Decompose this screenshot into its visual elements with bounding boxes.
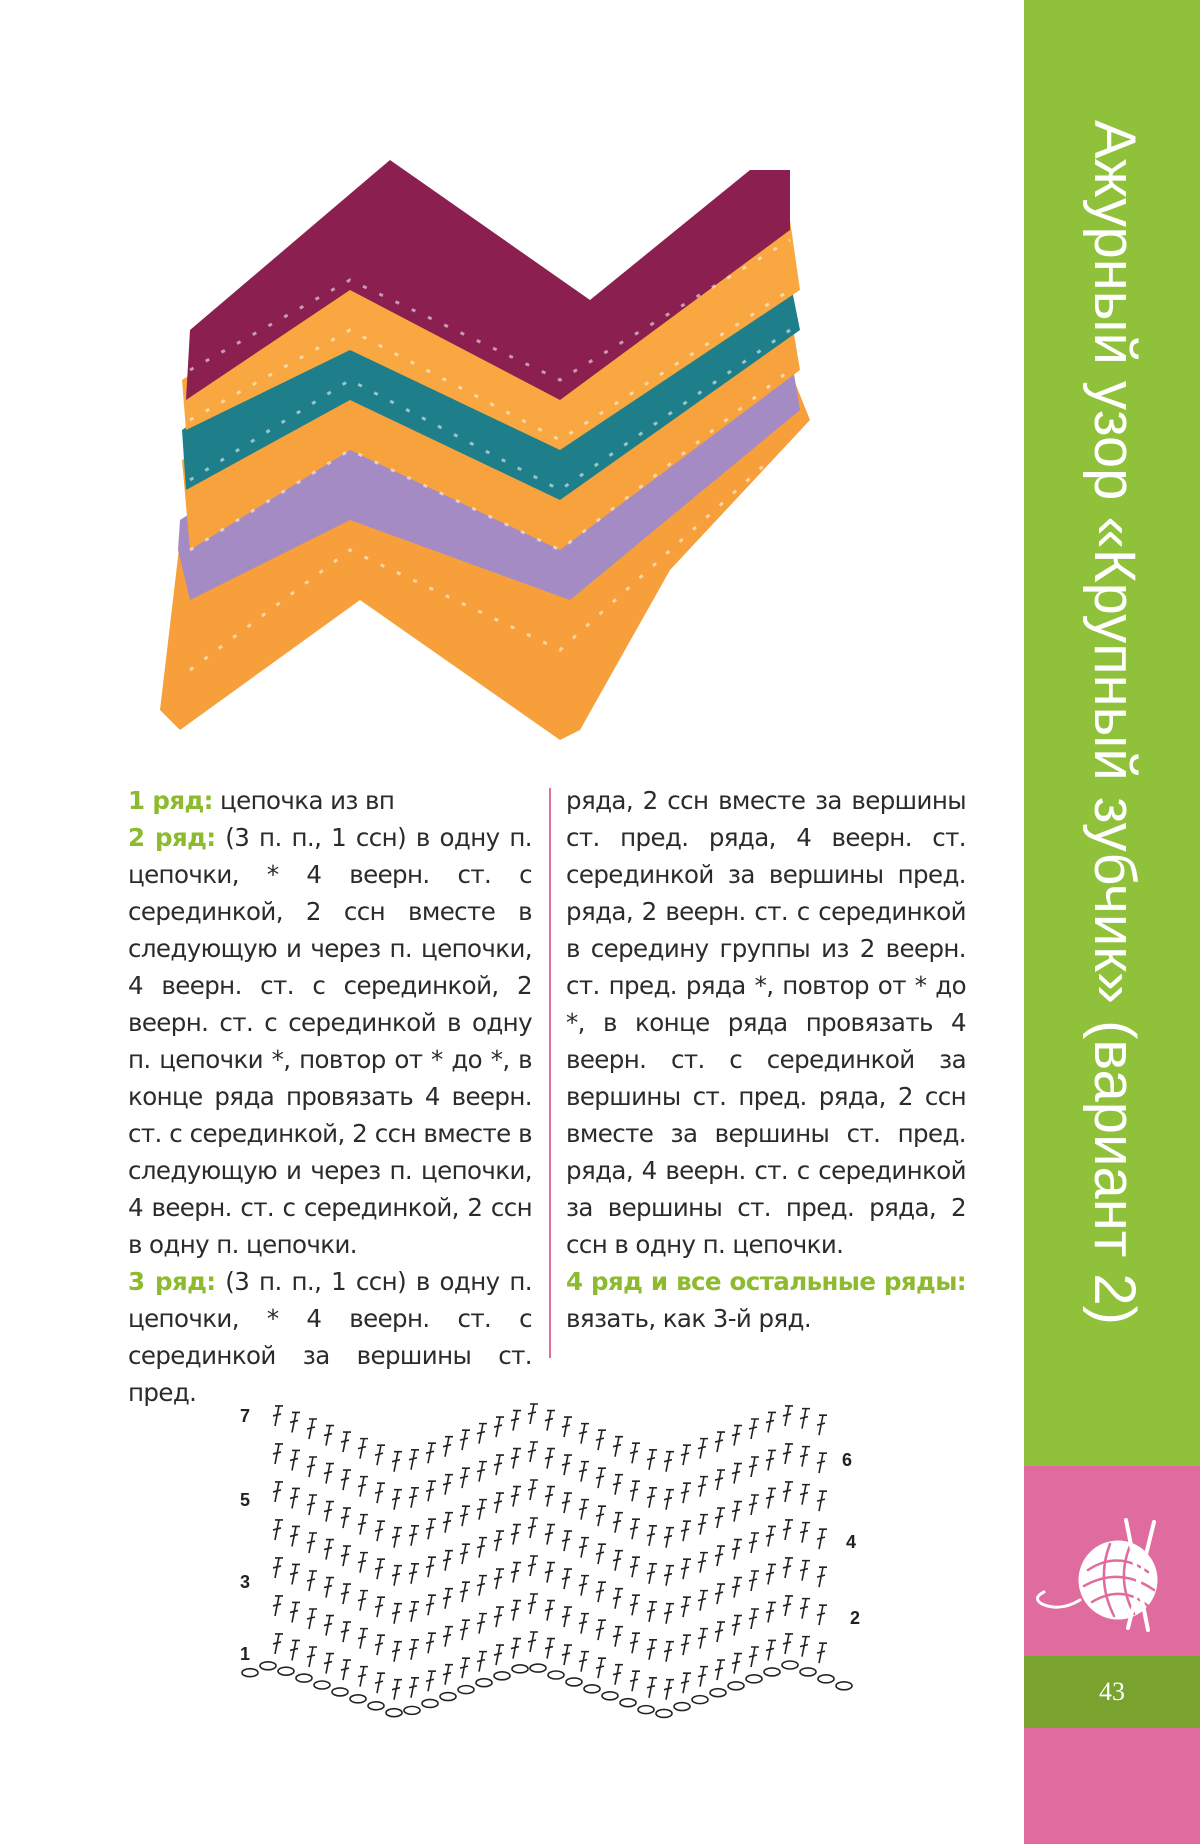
chart-stitch-symbol [630,1519,640,1539]
chart-stitch-symbol [715,1470,725,1490]
chart-stitch-symbol [664,1490,674,1510]
chart-stitch-symbol [749,1571,759,1591]
chart-stitch-symbol [375,1483,385,1503]
chart-stitch-symbol [681,1445,691,1465]
chart-stitch-symbol [426,1633,436,1653]
chart-stitch-symbol [630,1557,640,1577]
chart-stitch-symbol [715,1432,725,1452]
chart-chain-symbol [512,1665,528,1673]
chart-chain-symbol [242,1669,258,1677]
chart-stitch-symbol [307,1609,317,1629]
chart-stitch-symbol [460,1582,470,1602]
instructions-column-left [128,782,532,1411]
chart-stitch-symbol [596,1430,606,1450]
chart-chain-symbol [692,1696,708,1704]
chart-stitch-symbol [290,1640,300,1660]
chart-stitch-symbol [409,1602,419,1622]
row1-label: 1 ряд: [128,786,213,815]
chart-stitch-symbol [579,1500,589,1520]
chart-stitch-symbol [630,1595,640,1615]
chart-stitch-symbol [647,1450,657,1470]
chart-stitch-symbol [494,1645,504,1665]
chart-stitch-symbol [426,1595,436,1615]
chart-stitch-symbol [273,1406,283,1426]
chart-stitch-symbol [477,1424,487,1444]
chart-chain-symbol [818,1675,834,1683]
chart-stitch-symbol [698,1629,708,1649]
chart-chain-symbol [674,1703,690,1711]
chart-stitch-symbol [426,1519,436,1539]
chart-stitch-symbol [358,1667,368,1687]
chart-stitch-symbol [392,1680,402,1700]
row2-label: 2 ряд: [128,823,216,852]
chart-chain-symbol [278,1667,294,1675]
chart-stitch-symbol [698,1439,708,1459]
chart-stitch-symbol [732,1578,742,1598]
chart-stitch-symbol [528,1632,538,1652]
chart-stitch-symbol [341,1432,351,1452]
chart-stitch-symbol [596,1658,606,1678]
chart-stitch-symbol [324,1616,334,1636]
chart-stitch-symbol [800,1561,810,1581]
chart-stitch-symbol [460,1506,470,1526]
row2-text: (3 п. п., 1 ссн) в одну п. цепочки, * 4 веерн. ст. с серединкой, 2 ссн вместе в следующую и через п. цепочки, 4 веерн. ст. с серединкой, 2 веерн. ст. с серединкой в одну п. цепочки *, повтор от * до *, в конце ряда провязать 4 веерн. ст. с серединкой, 2 ссн вместе в следующую и через п. цепочки, 4 веерн. ст. с серединкой, 2 ссн в одну п. цепочки. [128,823,532,1259]
chart-stitch-symbol [409,1678,419,1698]
chart-chain-symbol [836,1682,852,1690]
chart-stitch-symbol [596,1544,606,1564]
chart-chain-symbol [314,1681,330,1689]
chart-stitch-symbol [817,1567,827,1587]
page-number: 43 [1099,1677,1125,1706]
chart-stitch-symbol [341,1622,351,1642]
chart-stitch-symbol [358,1439,368,1459]
chart-stitch-symbol [409,1526,419,1546]
chart-stitch-symbol [511,1525,521,1545]
chart-stitch-symbol [443,1589,453,1609]
chart-stitch-symbol [647,1678,657,1698]
chart-stitch-symbol [460,1620,470,1640]
chart-stitch-symbol [613,1665,623,1685]
chart-stitch-symbol [715,1546,725,1566]
yarn-ball-icon [1030,1500,1190,1640]
chart-stitch-symbol [562,1493,572,1513]
chart-stitch-symbol [800,1599,810,1619]
chart-stitch-symbol [426,1443,436,1463]
chart-stitch-symbol [392,1490,402,1510]
row-number-4: 4 [846,1532,857,1552]
chart-stitch-symbol [375,1673,385,1693]
chart-stitch-symbol [562,1569,572,1589]
chart-stitch-symbol [443,1475,453,1495]
chart-stitch-symbol [698,1477,708,1497]
chart-chain-symbol [728,1682,744,1690]
chart-stitch-symbol [647,1526,657,1546]
chart-stitch-symbol [664,1680,674,1700]
chart-stitch-symbol [443,1513,453,1533]
chart-chain-symbol [494,1672,510,1680]
row3-label: 3 ряд: [128,1267,216,1296]
chart-stitch-symbol [715,1660,725,1680]
chart-stitch-symbol [494,1607,504,1627]
chart-stitch-symbol [392,1604,402,1624]
chart-stitch-symbol [664,1452,674,1472]
chart-stitch-symbol [341,1470,351,1490]
chart-stitch-symbol [324,1464,334,1484]
row-number-6: 6 [842,1450,853,1470]
chart-stitch-symbol [545,1487,555,1507]
chart-stitch-symbol [443,1437,453,1457]
chart-stitch-symbol [562,1455,572,1475]
chart-stitch-symbol [477,1462,487,1482]
chart-chain-symbol [332,1688,348,1696]
chart-stitch-symbol [783,1520,793,1540]
chart-stitch-symbol [324,1502,334,1522]
chart-stitch-symbol [375,1635,385,1655]
chart-stitch-symbol [715,1508,725,1528]
chart-stitch-symbol [358,1591,368,1611]
row-number-7: 7 [240,1406,251,1426]
chart-stitch-symbol [800,1447,810,1467]
chart-stitch-symbol [681,1635,691,1655]
chart-stitch-symbol [681,1673,691,1693]
chart-stitch-symbol [630,1481,640,1501]
chart-stitch-symbol [324,1426,334,1446]
chart-stitch-symbol [307,1495,317,1515]
chart-stitch-symbol [392,1566,402,1586]
chart-stitch-symbol [664,1604,674,1624]
chart-stitch-symbol [783,1558,793,1578]
row-number-1: 1 [240,1644,251,1664]
chart-stitch-symbol [562,1645,572,1665]
chart-stitch-symbol [800,1637,810,1657]
chart-stitch-symbol [392,1642,402,1662]
chart-stitch-symbol [409,1564,419,1584]
chart-stitch-symbol [409,1450,419,1470]
chart-chain-symbol [296,1674,312,1682]
chart-stitch-symbol [494,1417,504,1437]
chart-stitch-symbol [528,1518,538,1538]
chart-stitch-symbol [749,1647,759,1667]
chart-stitch-symbol [613,1551,623,1571]
chart-stitch-symbol [341,1546,351,1566]
chart-stitch-symbol [477,1500,487,1520]
chart-stitch-symbol [273,1596,283,1616]
chart-stitch-symbol [749,1419,759,1439]
chart-stitch-symbol [715,1584,725,1604]
chart-stitch-symbol [307,1533,317,1553]
chart-stitch-symbol [528,1404,538,1424]
instructions-column-right [566,782,966,1337]
chart-stitch-symbol [511,1639,521,1659]
chart-stitch-symbol [749,1533,759,1553]
chart-stitch-symbol [800,1485,810,1505]
chart-stitch-symbol [443,1627,453,1647]
chart-chain-symbol [602,1692,618,1700]
chart-stitch-symbol [511,1563,521,1583]
chart-stitch-symbol [273,1482,283,1502]
chart-stitch-symbol [715,1622,725,1642]
row3-text: (3 п. п., 1 ссн) в одну п. цепочки, * 4 веерн. ст. с серединкой за вершины ст. пред. [128,1267,532,1407]
chart-stitch-symbol [358,1629,368,1649]
chart-chain-symbol [638,1706,654,1714]
chart-stitch-symbol [817,1453,827,1473]
chart-stitch-symbol [630,1633,640,1653]
chart-stitch-symbol [528,1594,538,1614]
chart-chain-symbol [386,1709,402,1717]
chart-stitch-symbol [409,1488,419,1508]
chart-stitch-symbol [783,1634,793,1654]
chart-chain-symbol [530,1664,546,1672]
chart-stitch-symbol [783,1596,793,1616]
chart-stitch-symbol [545,1449,555,1469]
knitted-swatch-photo [150,130,970,770]
chart-stitch-symbol [698,1591,708,1611]
chart-stitch-symbol [613,1513,623,1533]
chart-stitch-symbol [443,1665,453,1685]
chart-stitch-symbol [494,1493,504,1513]
chart-stitch-symbol [324,1578,334,1598]
chart-stitch-symbol [307,1457,317,1477]
chart-stitch-symbol [579,1424,589,1444]
chart-chain-symbol [350,1695,366,1703]
chart-stitch-symbol [579,1576,589,1596]
chart-stitch-symbol [817,1605,827,1625]
chart-stitch-symbol [579,1462,589,1482]
chart-stitch-symbol [324,1540,334,1560]
chart-stitch-symbol [375,1445,385,1465]
chart-stitch-symbol [817,1529,827,1549]
chart-stitch-symbol [511,1487,521,1507]
chart-stitch-symbol [732,1616,742,1636]
chart-stitch-symbol [681,1521,691,1541]
chart-stitch-symbol [732,1540,742,1560]
chart-stitch-symbol [800,1523,810,1543]
chart-chain-symbol [620,1699,636,1707]
chart-stitch-symbol [562,1607,572,1627]
chart-chain-symbol [764,1668,780,1676]
chart-stitch-symbol [290,1526,300,1546]
chart-stitch-symbol [749,1609,759,1629]
chart-chain-symbol [746,1675,762,1683]
chart-stitch-symbol [273,1520,283,1540]
chart-stitch-symbol [545,1639,555,1659]
chart-stitch-symbol [647,1488,657,1508]
row-number-3: 3 [240,1572,251,1592]
chart-stitch-symbol [460,1544,470,1564]
column-divider [549,788,551,1358]
chart-stitch-symbol [511,1411,521,1431]
chart-stitch-symbol [477,1614,487,1634]
chart-stitch-symbol [545,1525,555,1545]
chart-chain-symbol [404,1706,420,1714]
chart-stitch-symbol [766,1602,776,1622]
chart-stitch-symbol [630,1443,640,1463]
chart-stitch-symbol [358,1477,368,1497]
chart-stitch-symbol [817,1415,827,1435]
chart-stitch-symbol [579,1538,589,1558]
chart-stitch-symbol [375,1559,385,1579]
chart-stitch-symbol [596,1468,606,1488]
chart-stitch-symbol [324,1654,334,1674]
chart-stitch-symbol [290,1564,300,1584]
chart-stitch-symbol [596,1506,606,1526]
chart-stitch-symbol [664,1566,674,1586]
chart-stitch-symbol [477,1652,487,1672]
chart-chain-symbol [800,1668,816,1676]
chart-stitch-symbol [766,1450,776,1470]
chart-stitch-symbol [273,1444,283,1464]
chart-stitch-symbol [766,1412,776,1432]
chart-stitch-symbol [477,1576,487,1596]
chart-stitch-symbol [528,1480,538,1500]
chart-stitch-symbol [494,1569,504,1589]
chart-chain-symbol [656,1709,672,1717]
chart-stitch-symbol [817,1643,827,1663]
chart-stitch-symbol [426,1671,436,1691]
chart-stitch-symbol [290,1412,300,1432]
chart-stitch-symbol [596,1620,606,1640]
chart-stitch-symbol [749,1495,759,1515]
chart-stitch-symbol [766,1488,776,1508]
chart-stitch-symbol [647,1640,657,1660]
chart-stitch-symbol [528,1442,538,1462]
chart-chain-symbol [458,1686,474,1694]
chart-stitch-symbol [698,1667,708,1687]
chart-stitch-symbol [477,1538,487,1558]
chart-stitch-symbol [766,1564,776,1584]
row4-text: вязать, как 3-й ряд. [566,1304,812,1333]
chart-stitch-symbol [358,1553,368,1573]
chart-stitch-symbol [341,1584,351,1604]
chart-stitch-symbol [375,1597,385,1617]
chart-stitch-symbol [681,1483,691,1503]
chart-stitch-symbol [426,1481,436,1501]
chart-stitch-symbol [290,1602,300,1622]
chart-stitch-symbol [817,1491,827,1511]
chart-stitch-symbol [545,1563,555,1583]
chart-stitch-symbol [443,1551,453,1571]
chart-stitch-symbol [494,1455,504,1475]
chart-stitch-symbol [545,1601,555,1621]
chart-stitch-symbol [613,1437,623,1457]
chart-stitch-symbol [358,1515,368,1535]
row3-text-continued: ряда, 2 ссн вместе за вершины ст. пред. ряда, 4 веерн. ст. серединкой за вершины пред. ряда, 2 веерн. ст. с серединкой в середину группы из 2 веерн. ст. пред. ряда *, повтор от * до *, в конце ряда провязать 4 веерн. ст. с серединкой за вершины ст. пред. ряда, 2 ссн вместе за вершины ст. пред. ряда, 4 веерн. ст. с серединкой за вершины ст. пред. ряда, 2 ссн в одну п. цепочки. [566,786,966,1259]
chart-chain-symbol [422,1699,438,1707]
row-number-2: 2 [850,1608,861,1628]
chart-stitch-symbol [392,1452,402,1472]
chart-stitch-symbol [511,1449,521,1469]
chart-stitch-symbol [647,1602,657,1622]
chart-stitch-symbol [681,1559,691,1579]
chart-stitch-symbol [307,1571,317,1591]
chart-stitch-symbol [307,1647,317,1667]
chart-stitch-symbol [783,1482,793,1502]
chart-stitch-symbol [494,1531,504,1551]
chart-stitch-symbol [545,1411,555,1431]
chart-stitch-symbol [732,1654,742,1674]
chart-stitch-symbol [613,1475,623,1495]
chart-stitch-symbol [766,1640,776,1660]
row1-text: цепочка из вп [212,786,395,815]
chart-chain-symbol [368,1702,384,1710]
chart-stitch-symbol [392,1528,402,1548]
chart-stitch-symbol [766,1526,776,1546]
chart-stitch-symbol [664,1528,674,1548]
chart-stitch-symbol [460,1658,470,1678]
chart-stitch-symbol [290,1450,300,1470]
chart-stitch-symbol [562,1417,572,1437]
row-number-5: 5 [240,1490,251,1510]
chart-chain-symbol [710,1689,726,1697]
chart-stitch-symbol [426,1557,436,1577]
bottom-band [1024,1728,1200,1844]
chart-stitch-symbol [596,1582,606,1602]
chart-chain-symbol [566,1678,582,1686]
chart-chain-symbol [476,1679,492,1687]
chart-stitch-symbol [460,1430,470,1450]
chart-stitch-symbol [732,1502,742,1522]
chart-stitch-symbol [783,1444,793,1464]
chart-stitch-symbol [630,1671,640,1691]
crochet-chart [230,1390,900,1740]
chart-stitch-symbol [698,1553,708,1573]
chart-stitch-symbol [613,1589,623,1609]
chart-chain-symbol [782,1661,798,1669]
chart-stitch-symbol [290,1488,300,1508]
chart-stitch-symbol [273,1634,283,1654]
chart-stitch-symbol [783,1406,793,1426]
chart-stitch-symbol [613,1627,623,1647]
row4-label: 4 ряд и все остальные ряды: [566,1267,966,1296]
chart-stitch-symbol [664,1642,674,1662]
chart-stitch-symbol [681,1597,691,1617]
chart-stitch-symbol [460,1468,470,1488]
chart-stitch-symbol [732,1464,742,1484]
chart-stitch-symbol [341,1508,351,1528]
chart-stitch-symbol [749,1457,759,1477]
chart-stitch-symbol [579,1652,589,1672]
chart-stitch-symbol [307,1419,317,1439]
chart-stitch-symbol [579,1614,589,1634]
chart-stitch-symbol [375,1521,385,1541]
chart-stitch-symbol [273,1558,283,1578]
chart-chain-symbol [260,1662,276,1670]
chart-stitch-symbol [528,1556,538,1576]
chart-stitch-symbol [800,1409,810,1429]
chart-stitch-symbol [698,1515,708,1535]
chart-stitch-symbol [647,1564,657,1584]
chart-stitch-symbol [341,1660,351,1680]
chart-stitch-symbol [409,1640,419,1660]
chart-chain-symbol [584,1685,600,1693]
chart-chain-symbol [548,1671,564,1679]
chapter-title: Ажурный узор «Крупный зубчик» (вариант 2) [1082,120,1147,1326]
chart-stitch-symbol [562,1531,572,1551]
chart-chain-symbol [440,1693,456,1701]
chart-stitch-symbol [732,1426,742,1446]
chart-stitch-symbol [511,1601,521,1621]
